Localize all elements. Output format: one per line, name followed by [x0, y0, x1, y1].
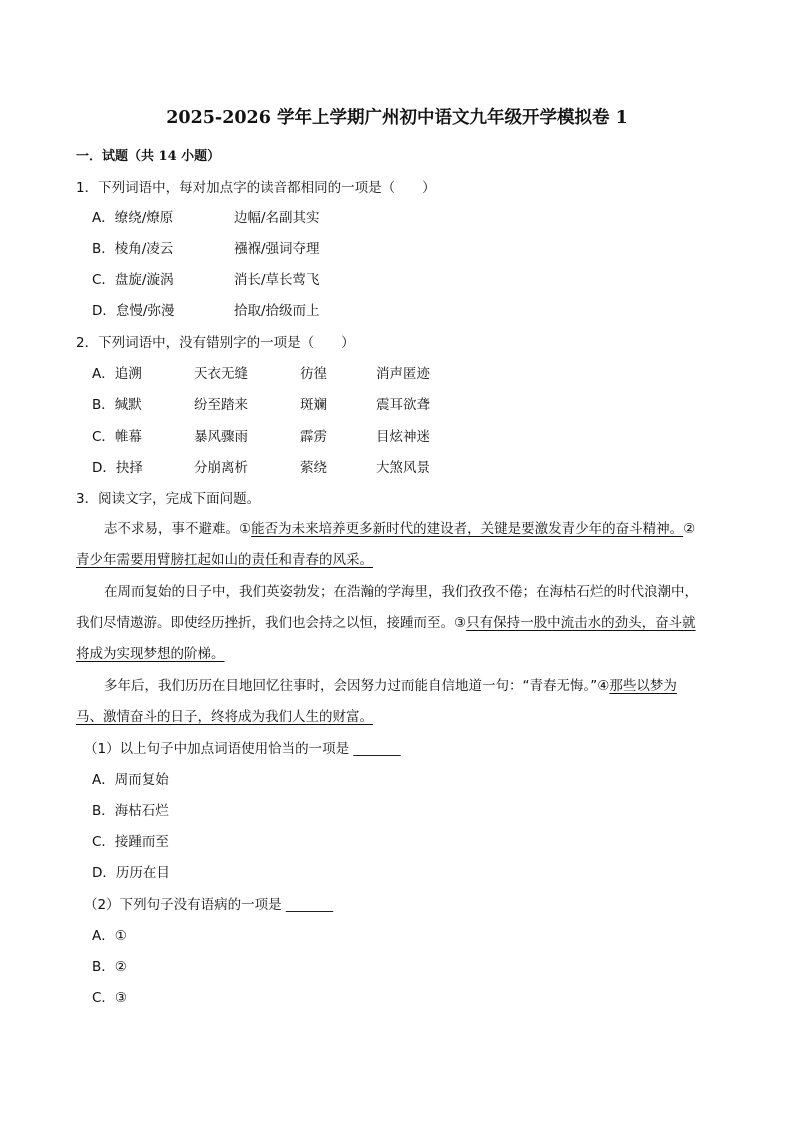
sentence-1-underlined: 能否为未来培养更多新时代的建设者，关键是要激发青少年的奋斗精神。	[251, 521, 684, 537]
question-3-stem: 3．阅读文字，完成下面问题。	[76, 491, 261, 507]
passage-paragraph-2-line-2	[76, 611, 696, 631]
q2-option-c: C．帷幕	[92, 429, 142, 445]
passage-text: 志不求易，事不避难。①	[104, 521, 252, 537]
passage-paragraph-2-line-1: 在周而复始的日子中，我们英姿勃发；在浩瀚的学海里，我们孜孜不倦；在海枯石烂的时代浪潮中，	[104, 584, 698, 600]
q2-option-c-word-3: 霹雳	[300, 429, 327, 445]
passage-paragraph-1-line-1	[104, 517, 695, 537]
q1-option-d: D．怠慢/弥漫	[92, 303, 175, 319]
passage-text: 我们尽情遨游。即使经历挫折，我们也会持之以恒，接踵而至。③	[76, 615, 467, 631]
q2-option-d-word-2: 分崩离析	[194, 460, 248, 476]
passage-text: 多年后，我们历历在目地回忆往事时，会因努力过而能自信地道一句：“青春无悔。”④	[104, 678, 610, 694]
question-2-stem: 2．下列词语中，没有错别字的一项是（ ）	[76, 335, 355, 351]
section-heading: 一．试题（共 14 小题）	[76, 149, 221, 164]
sub2-option-c: C．③	[92, 990, 128, 1006]
q2-option-c-word-2: 暴风骤雨	[194, 429, 248, 445]
q1-option-a: A．缭绕/燎原	[92, 210, 174, 226]
q2-option-a: A．追溯	[92, 366, 142, 382]
sentence-4-underlined: 那些以梦为	[609, 678, 677, 694]
q2-option-d-word-3: 萦绕	[300, 460, 327, 476]
sub1-option-c: C．接踵而至	[92, 834, 169, 850]
q2-option-d-word-4: 大煞风景	[376, 460, 430, 476]
sub1-option-d: D．历历在目	[92, 865, 170, 881]
q1-option-b-pair: 襁褓/强词夺理	[234, 241, 320, 257]
question-1-stem: 1．下列词语中，每对加点字的读音都相同的一项是（ ）	[76, 180, 436, 196]
sub-question-2-stem: （2）下列句子没有语病的一项是 _______	[84, 897, 334, 913]
sub2-option-a: A．①	[92, 928, 127, 944]
passage-paragraph-3-line-1	[104, 674, 677, 694]
q2-option-b-word-3: 斑斓	[300, 397, 327, 413]
q2-option-a-word-3: 彷徨	[300, 366, 327, 382]
sentence-4-underlined-cont: 马、激情奋斗的日子，终将成为我们人生的财富。	[76, 709, 373, 725]
q2-option-b-word-2: 纷至踏来	[194, 397, 248, 413]
document-title: 2025-2026 学年上学期广州初中语文九年级开学模拟卷 1	[166, 108, 628, 128]
sub-question-1-stem: （1）以上句子中加点词语使用恰当的一项是 _______	[84, 741, 401, 757]
q1-option-b: B．棱角/凌云	[92, 241, 174, 257]
q2-option-d: D．抉择	[92, 460, 143, 476]
sub2-option-b: B．②	[92, 959, 127, 975]
q2-option-a-word-4: 消声匿迹	[376, 366, 430, 382]
sub1-option-a: A．周而复始	[92, 772, 169, 788]
sentence-3-underlined: 只有保持一股中流击水的劲头，奋斗就	[466, 615, 696, 631]
q2-option-c-word-4: 目炫神迷	[376, 429, 430, 445]
q2-option-a-word-2: 天衣无缝	[194, 366, 248, 382]
q1-option-a-pair: 边幅/名副其实	[234, 210, 320, 226]
q1-option-c: C．盘旋/漩涡	[92, 272, 174, 288]
q1-option-c-pair: 消长/草长莺飞	[234, 272, 320, 288]
q2-option-b-word-4: 震耳欲聋	[376, 397, 430, 413]
sentence-2-underlined: 青少年需要用臂膀扛起如山的责任和青春的风采。	[76, 552, 373, 568]
sub1-option-b: B．海枯石烂	[92, 803, 169, 819]
sentence-3-underlined-cont: 将成为实现梦想的阶梯。	[76, 646, 225, 662]
q2-option-b: B．缄默	[92, 397, 142, 413]
q1-option-d-pair: 拾取/拾级而上	[234, 303, 320, 319]
sentence-2-marker: ②	[683, 521, 696, 537]
